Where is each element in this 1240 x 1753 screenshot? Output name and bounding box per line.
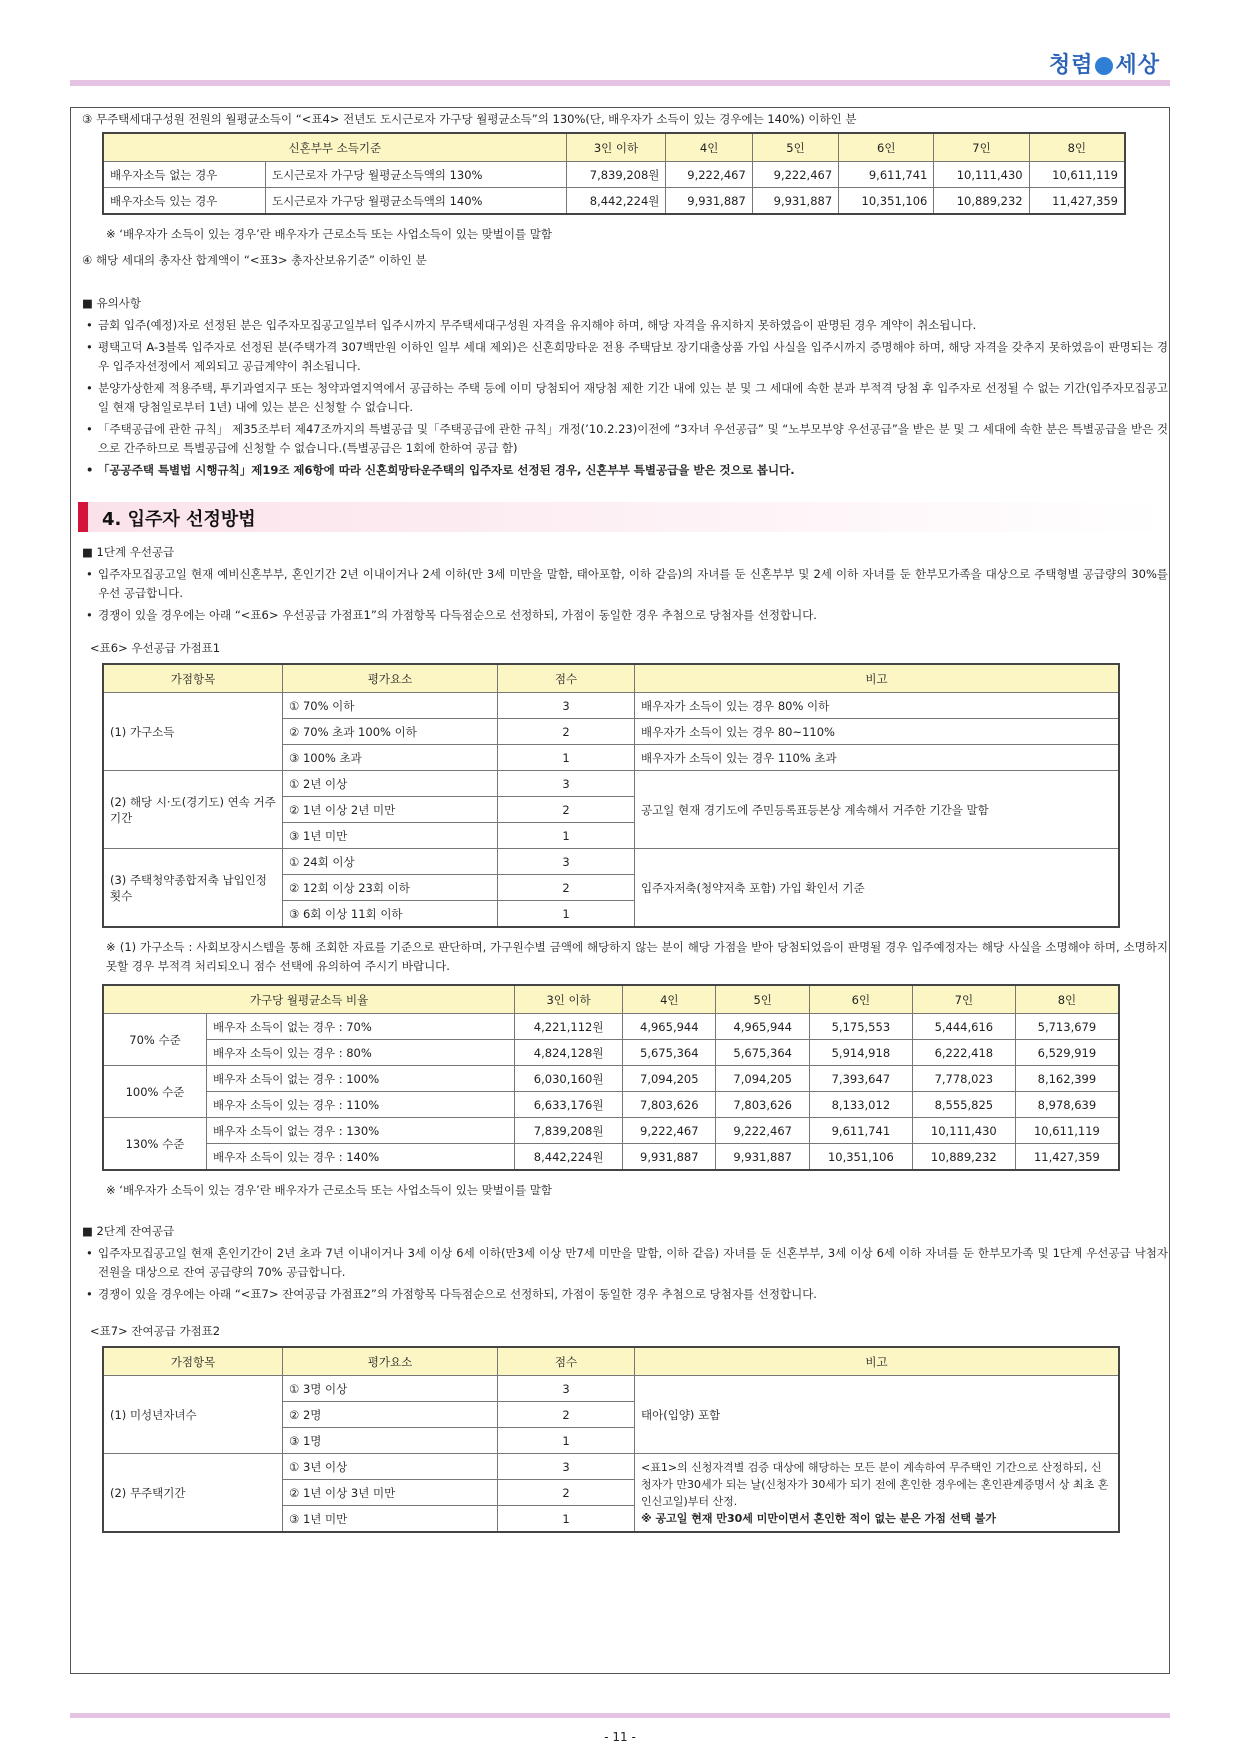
- footer-rule: [70, 1713, 1170, 1718]
- score-item: (2) 해당 시·도(경기도) 연속 거주기간: [103, 771, 283, 849]
- item-3: ③ 무주택세대구성원 전원의 월평균소득이 “<표4> 전년도 도시근로자 가구당 월평균소득”의 130%(단, 배우자가 소득이 있는 경우에는 140%) 이하인 분: [82, 112, 857, 126]
- ratio-cell: 8,555,825: [912, 1092, 1015, 1118]
- table-row: [103, 1014, 1119, 1040]
- ratio-cell: 7,803,626: [623, 1092, 716, 1118]
- table-row: [103, 1144, 1119, 1171]
- income-cell: 도시근로자 가구당 월평균소득액의 130%: [265, 162, 566, 188]
- table-row: [103, 1118, 1119, 1144]
- score-note: <표1>의 신청자격별 검증 대상에 해당하는 모든 분이 계속하여 무주택인 기간으로 산정하되, 신청자가 만30세가 되는 날(신청자가 30세가 되기 전에 혼인한 경우에는 혼인관계증명서 상 최초 혼인신고일)부터 산정.: [641, 1460, 1109, 1508]
- score-note: 배우자가 소득이 있는 경우 80~110%: [635, 719, 1120, 745]
- logo-text-right: 세상: [1115, 53, 1160, 78]
- income-cell: 10,889,232: [934, 188, 1029, 215]
- ratio-cell: 6,529,919: [1015, 1040, 1119, 1066]
- income-table: [102, 132, 1126, 215]
- income-cell: 10,111,430: [934, 162, 1029, 188]
- logo-seal-icon: [1095, 57, 1113, 75]
- income-header-4: 6인: [839, 133, 934, 162]
- score-note-block: [635, 1454, 1120, 1533]
- score-points: 1: [498, 745, 635, 771]
- stage2-bullet: • 입주자모집공고일 현재 혼인기간이 2년 초과 7년 이내이거나 3세 이상 6세 이하(만3세 이상 만7세 미만을 말함, 이하 같음) 자녀를 둔 신혼부부, 3세 이상 6세 이하 자녀를 둔 한부모가족 및 1단계 우선공급 낙첨자 전원을 대상으로 잔여 공급량의 70% 공급합니다.: [82, 1244, 1168, 1282]
- ratio-header: 5인: [716, 985, 809, 1014]
- score-note: 배우자가 소득이 있는 경우 110% 초과: [635, 745, 1120, 771]
- ratio-header: 7인: [912, 985, 1015, 1014]
- notice-item: • 「주택공급에 관한 규칙」 제35조부터 제47조까지의 특별공급 및「주택공급에 관한 규칙」개정(’10.2.23)이전에 “3자녀 우선공급” 및 “노부모부양 우선공급”을 받은 분 및 그 세대에 속한 분은 특별공급을 받은 것으로 간주하므로 특별공급에 신청할 수 없습니다.(특별공급은 1회에 한하여 공급 함): [82, 420, 1168, 458]
- stage2-title: ■ 2단계 잔여공급: [82, 1221, 1168, 1241]
- ratio-cell: 10,111,430: [912, 1118, 1015, 1144]
- score-header: 비고: [635, 664, 1120, 693]
- ratio-cell: 6,222,418: [912, 1040, 1015, 1066]
- score-header: 점수: [498, 1347, 635, 1376]
- table-row: [103, 188, 1125, 215]
- income-cell: 11,427,359: [1029, 188, 1125, 215]
- score-header: 평가요소: [283, 664, 498, 693]
- content: [82, 110, 1168, 1533]
- table7-caption: <표7> 잔여공급 가점표2: [90, 1324, 221, 1338]
- ratio-cell: 5,175,553: [809, 1014, 912, 1040]
- score-header: 비고: [635, 1347, 1120, 1376]
- section-title: 4. 입주자 선정방법: [102, 509, 256, 530]
- table6-caption: <표6> 우선공급 가점표1: [90, 641, 221, 655]
- ratio-cell: 8,442,224원: [515, 1144, 623, 1171]
- income-header-2: 4인: [666, 133, 752, 162]
- score-item: (1) 가구소득: [103, 693, 283, 771]
- score-points: 1: [498, 1428, 635, 1454]
- ratio-cell: 배우자 소득이 없는 경우 : 70%: [207, 1014, 515, 1040]
- score-points: 2: [498, 1402, 635, 1428]
- score-note: 태아(입양) 포함: [635, 1376, 1120, 1454]
- ratio-cell: 9,222,467: [716, 1118, 809, 1144]
- score-header: 가점항목: [103, 664, 283, 693]
- table-row: [103, 771, 1119, 797]
- score-criterion: ③ 6회 이상 11회 이하: [283, 901, 498, 928]
- score-points: 1: [498, 901, 635, 928]
- ratio-header: 가구당 월평균소득 비율: [103, 985, 515, 1014]
- ratio-cell: 10,351,106: [809, 1144, 912, 1171]
- ratio-cell: 9,931,887: [716, 1144, 809, 1171]
- score-points: 1: [498, 823, 635, 849]
- score-item: (2) 무주택기간: [103, 1454, 283, 1533]
- notice-item: • 금회 입주(예정)자로 선정된 분은 입주자모집공고일부터 입주시까지 무주택세대구성원 자격을 유지해야 하며, 해당 자격을 유지하지 못하였음이 판명된 경우 계약이 취소됩니다.: [82, 316, 1168, 335]
- score-criterion: ① 24회 이상: [283, 849, 498, 875]
- notice-title: ■ 유의사항: [82, 293, 1168, 313]
- score-points: 3: [498, 1376, 635, 1402]
- ratio-cell: 4,965,944: [623, 1014, 716, 1040]
- score-points: 3: [498, 771, 635, 797]
- income-cell: 9,222,467: [752, 162, 838, 188]
- ratio-header: 8인: [1015, 985, 1119, 1014]
- score-criterion: ② 12회 이상 23회 이하: [283, 875, 498, 901]
- score-criterion: ① 70% 이하: [283, 693, 498, 719]
- ratio-cell: 11,427,359: [1015, 1144, 1119, 1171]
- ratio-level: 130% 수준: [103, 1118, 207, 1171]
- ratio-header: 4인: [623, 985, 716, 1014]
- ratio-cell: 4,221,112원: [515, 1014, 623, 1040]
- ratio-cell: 7,393,647: [809, 1066, 912, 1092]
- score-points: 1: [498, 1506, 635, 1533]
- income-cell: 10,611,119: [1029, 162, 1125, 188]
- ratio-cell: 5,444,616: [912, 1014, 1015, 1040]
- income-cell: 10,351,106: [839, 188, 934, 215]
- income-cell: 9,931,887: [666, 188, 752, 215]
- score-note: 입주자저축(청약저축 포함) 가입 확인서 기준: [635, 849, 1120, 928]
- table-row: [103, 693, 1119, 719]
- score-note: 배우자가 소득이 있는 경우 80% 이하: [635, 693, 1120, 719]
- ratio-cell: 8,162,399: [1015, 1066, 1119, 1092]
- table-row: [103, 1376, 1119, 1402]
- score-criterion: ① 3년 이상: [283, 1454, 498, 1480]
- score-criterion: ② 70% 초과 100% 이하: [283, 719, 498, 745]
- ratio-cell: 9,931,887: [623, 1144, 716, 1171]
- logo: [1049, 48, 1160, 79]
- income-header-5: 7인: [934, 133, 1029, 162]
- table-row: [103, 1040, 1119, 1066]
- table-row: [103, 1454, 1119, 1480]
- table-row: [103, 1066, 1119, 1092]
- income-header-1: 3인 이하: [566, 133, 666, 162]
- score-criterion: ② 1년 이상 3년 미만: [283, 1480, 498, 1506]
- ratio-cell: 8,978,639: [1015, 1092, 1119, 1118]
- income-note: ※ (1) 가구소득 : 사회보장시스템을 통해 조회한 자료를 기준으로 판단하며, 가구원수별 금액에 해당하지 않는 분이 해당 가점을 받아 당첨되었음이 판명될 경우 입주예정자는 해당 사실을 소명해야 하며, 소명하지 못할 경우 부적격 처리되오니 점수 선택에 유의하여 주시기 바랍니다.: [106, 940, 1168, 973]
- score-points: 2: [498, 797, 635, 823]
- score-points: 3: [498, 849, 635, 875]
- ratio-header: 3인 이하: [515, 985, 623, 1014]
- page-number: - 11 -: [604, 1730, 636, 1744]
- ratio-cell: 4,965,944: [716, 1014, 809, 1040]
- notice-item: • 평택고덕 A-3블록 입주자로 선정된 분(주택가격 307백만원 이하인 일부 세대 제외)은 신혼희망타운 전용 주택담보 장기대출상품 가입 사실을 입주시까지 증명해야 하며, 해당 자격을 갖추지 못하였음이 판명되는 경우 입주자선정에서 제외되고 공급계약이 취소됩니다.: [82, 338, 1168, 376]
- income-cell: 9,222,467: [666, 162, 752, 188]
- stage2-bullet: • 경쟁이 있을 경우에는 아래 “<표7> 잔여공급 가점표2”의 가점항목 다득점순으로 선정하되, 가점이 동일한 경우 추첨으로 당첨자를 선정합니다.: [82, 1285, 1168, 1304]
- score-item: (3) 주택청약종합저축 납입인정 횟수: [103, 849, 283, 928]
- ratio-header: 6인: [809, 985, 912, 1014]
- ratio-cell: 5,713,679: [1015, 1014, 1119, 1040]
- ratio-level: 100% 수준: [103, 1066, 207, 1118]
- income-cell: 8,442,224원: [566, 188, 666, 215]
- ratio-table: [102, 984, 1120, 1171]
- spouse-note-2: ※ ‘배우자가 소득이 있는 경우’란 배우자가 근로소득 또는 사업소득이 있는 맞벌이를 말함: [106, 1183, 552, 1197]
- ratio-cell: 7,778,023: [912, 1066, 1015, 1092]
- stage1-bullet: • 입주자모집공고일 현재 예비신혼부부, 혼인기간 2년 이내이거나 2세 이하(만 3세 미만을 말함, 태아포함, 이하 같음)의 자녀를 둔 신혼부부 및 2세 이하 자녀를 둔 한부모가족을 대상으로 주택형별 공급량의 30%를 우선 공급합니다.: [82, 565, 1168, 603]
- score-item: (1) 미성년자녀수: [103, 1376, 283, 1454]
- ratio-cell: 6,633,176원: [515, 1092, 623, 1118]
- income-header-6: 8인: [1029, 133, 1125, 162]
- stage1-title: ■ 1단계 우선공급: [82, 542, 1168, 562]
- ratio-cell: 5,675,364: [716, 1040, 809, 1066]
- income-cell: 7,839,208원: [566, 162, 666, 188]
- income-cell: 배우자소득 없는 경우: [103, 162, 265, 188]
- score-criterion: ③ 1년 미만: [283, 823, 498, 849]
- ratio-cell: 6,030,160원: [515, 1066, 623, 1092]
- score-table-6: [102, 663, 1120, 928]
- stage1-bullet: • 경쟁이 있을 경우에는 아래 “<표6> 우선공급 가점표1”의 가점항목 다득점순으로 선정하되, 가점이 동일한 경우 추첨으로 당첨자를 선정합니다.: [82, 606, 1168, 625]
- score-header: 점수: [498, 664, 635, 693]
- ratio-cell: 7,094,205: [623, 1066, 716, 1092]
- logo-text-left: 청렴: [1048, 53, 1094, 78]
- ratio-cell: 7,839,208원: [515, 1118, 623, 1144]
- ratio-cell: 9,611,741: [809, 1118, 912, 1144]
- table-row: [103, 1092, 1119, 1118]
- ratio-cell: 10,611,119: [1015, 1118, 1119, 1144]
- ratio-cell: 10,889,232: [912, 1144, 1015, 1171]
- table-row: [103, 162, 1125, 188]
- income-cell: 9,931,887: [752, 188, 838, 215]
- score-header: 평가요소: [283, 1347, 498, 1376]
- ratio-cell: 7,803,626: [716, 1092, 809, 1118]
- ratio-cell: 4,824,128원: [515, 1040, 623, 1066]
- score-header: 가점항목: [103, 1347, 283, 1376]
- income-header-3: 5인: [752, 133, 838, 162]
- score-criterion: ③ 100% 초과: [283, 745, 498, 771]
- table-row: [103, 849, 1119, 875]
- ratio-cell: 5,914,918: [809, 1040, 912, 1066]
- ratio-cell: 배우자 소득이 있는 경우 : 110%: [207, 1092, 515, 1118]
- ratio-cell: 배우자 소득이 없는 경우 : 100%: [207, 1066, 515, 1092]
- income-cell: 배우자소득 있는 경우: [103, 188, 265, 215]
- item-4: ④ 해당 세대의 총자산 합계액이 “<표3> 총자산보유기준” 이하인 분: [82, 253, 427, 267]
- ratio-cell: 9,222,467: [623, 1118, 716, 1144]
- score-table-7: [102, 1346, 1120, 1533]
- income-header-0: 신혼부부 소득기준: [103, 133, 566, 162]
- score-points: 3: [498, 693, 635, 719]
- spouse-note: ※ ‘배우자가 소득이 있는 경우’란 배우자가 근로소득 또는 사업소득이 있는 맞벌이를 말함: [106, 227, 552, 241]
- notice-item: • 분양가상한제 적용주택, 투기과열지구 또는 청약과열지역에서 공급하는 주택 등에 이미 당첨되어 재당첨 제한 기간 내에 있는 분 및 그 세대에 속한 분과 부적격 당첨 후 입주자로 선정될 수 없는 기간(입주자모집공고일 현재 당첨일로부터 1년) 내에 있는 분은 신청할 수 없습니다.: [82, 379, 1168, 417]
- score-criterion: ② 2명: [283, 1402, 498, 1428]
- ratio-cell: 7,094,205: [716, 1066, 809, 1092]
- score-note: 공고일 현재 경기도에 주민등록표등본상 계속해서 거주한 기간을 말함: [635, 771, 1120, 849]
- ratio-cell: 배우자 소득이 있는 경우 : 80%: [207, 1040, 515, 1066]
- score-points: 2: [498, 875, 635, 901]
- ratio-level: 70% 수준: [103, 1014, 207, 1066]
- score-points: 2: [498, 719, 635, 745]
- score-criterion: ③ 1명: [283, 1428, 498, 1454]
- ratio-cell: 배우자 소득이 없는 경우 : 130%: [207, 1118, 515, 1144]
- header-rule: [70, 80, 1170, 86]
- score-criterion: ② 1년 이상 2년 미만: [283, 797, 498, 823]
- score-criterion: ① 3명 이상: [283, 1376, 498, 1402]
- score-points: 3: [498, 1454, 635, 1480]
- ratio-cell: 5,675,364: [623, 1040, 716, 1066]
- ratio-cell: 8,133,012: [809, 1092, 912, 1118]
- score-note-emphasis: ※ 공고일 현재 만30세 미만이면서 혼인한 적이 없는 분은 가점 선택 불가: [641, 1511, 997, 1525]
- section-bar: [78, 502, 88, 532]
- income-cell: 9,611,741: [839, 162, 934, 188]
- income-cell: 도시근로자 가구당 월평균소득액의 140%: [265, 188, 566, 215]
- score-points: 2: [498, 1480, 635, 1506]
- score-criterion: ① 2년 이상: [283, 771, 498, 797]
- ratio-cell: 배우자 소득이 있는 경우 : 140%: [207, 1144, 515, 1171]
- section-heading: [78, 502, 1168, 532]
- notice-item: • 「공공주택 특별법 시행규칙」제19조 제6항에 따라 신혼희망타운주택의 입주자로 선정된 경우, 신혼부부 특별공급을 받은 것으로 봅니다.: [82, 461, 1168, 480]
- score-criterion: ③ 1년 미만: [283, 1506, 498, 1533]
